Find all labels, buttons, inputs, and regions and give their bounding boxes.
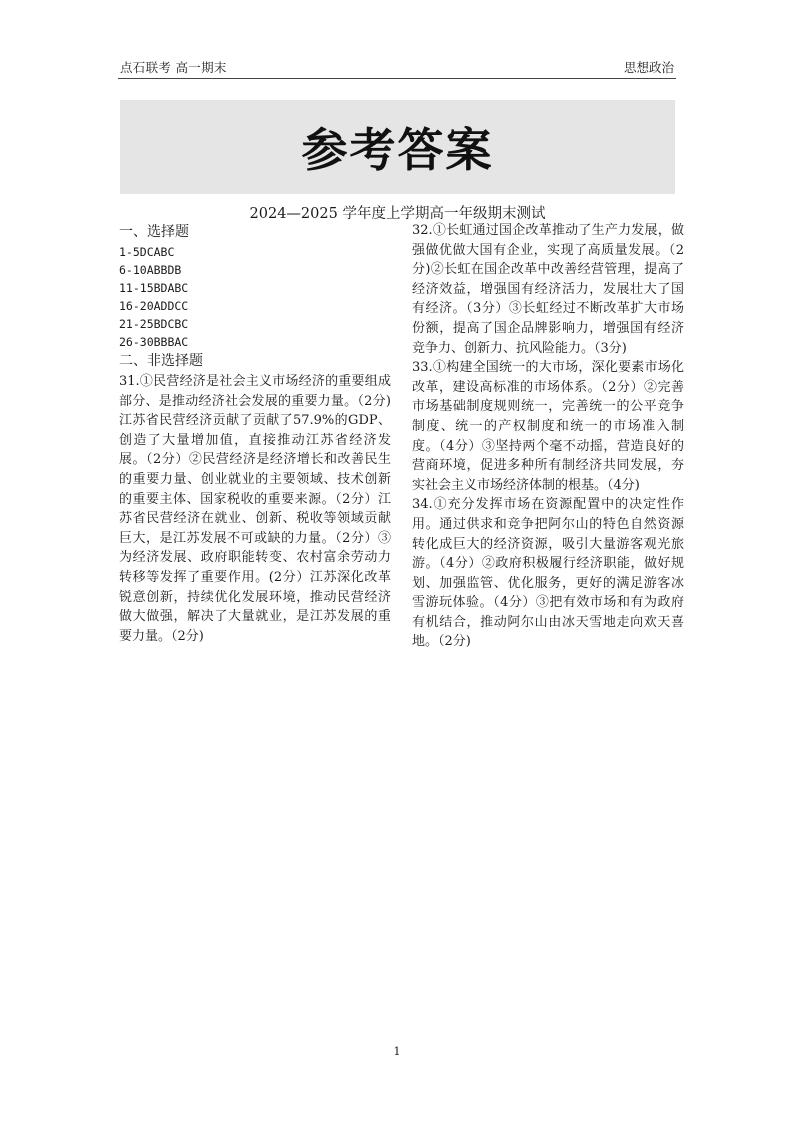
left-column: [119, 222, 391, 646]
exam-title: 2024—2025 学年度上学期高一年级期末测试: [249, 206, 546, 222]
answer-line: 6-10ABBDB: [119, 263, 182, 277]
question-34-answer: 34.①充分发挥市场在资源配置中的决定性作用。通过供求和竞争把阿尔山的特色自然资源转化成巨大的经济资源，吸引大量游客观光旅游。（4分）②政府积极履行经济职能，做好规划、加强监管、优化服务，更好的满足游客冰雪游玩体验。（4分）③把有效市场和有为政府有机结合，推动阿尔山由冰天雪地走向欢天喜地。（2分): [412, 497, 684, 650]
answer-line: 21-25BDCBC: [119, 317, 189, 331]
answer-line: 11-15BDABC: [119, 281, 189, 295]
section-nonchoice-title: 二、非选择题: [119, 353, 203, 369]
section-choice-title: 一、选择题: [119, 224, 189, 240]
header-divider: [118, 78, 676, 79]
question-32-answer: 32.①长虹通过国企改革推动了生产力发展，做强做优做大国有企业，实现了高质量发展。（2分)②长虹在国企改革中改善经营管理，提高了经济效益，增强国有经济活力，发展壮大了国有经济。（3分）③长虹经过不断改革扩大市场份额，提高了国企品牌影响力，增强国有经济竞争力、创新力、抗风险能力。（3分): [412, 223, 684, 356]
question-33-answer: 33.①构建全国统一的大市场，深化要素市场化改革，建设高标准的市场体系。（2分）②完善市场基础制度规则统一，完善统一的公平竞争制度、统一的产权制度和统一的市场准入制度。（4分）③坚持两个毫不动摇，营造良好的营商环境，促进多种所有制经济共同发展，夯实社会主义市场经济体制的根基。（4分): [412, 360, 684, 493]
title-banner: [120, 100, 675, 194]
header-left-text: 点石联考 高一期末: [120, 60, 227, 75]
answer-line: 26-30BBBAC: [119, 335, 189, 349]
answer-line: 1-5DCABC: [119, 245, 175, 259]
right-column: [412, 221, 684, 652]
banner-title: 参考答案: [301, 123, 494, 177]
answer-line: 16-20ADDCC: [119, 299, 189, 313]
page-number: 1: [393, 1045, 401, 1058]
question-31-answer: 31.①民营经济是社会主义市场经济的重要组成部分、是推动经济社会发展的重要力量。（2分)江苏省民营经济贡献了贡献了57.9%的GDP、创造了大量增加值，直接推动江苏省经济发展。（2分）②民营经济是经济增长和改善民生的重要力量、创业就业的主要领域、技术创新的重要主体、国家税收的重要来源。（2分）江苏省民营经济在就业、创新、税收等领域贡献巨大，是江苏发展不可或缺的力量。（2分）③为经济发展、政府职能转变、农村富余劳动力转移等发挥了重要作用。(2分）江苏深化改革锐意创新，持续优化发展环境，推动民营经济做大做强，解决了大量就业，是江苏发展的重要力量。（2分): [119, 374, 391, 644]
header-subject-text: 思想政治: [623, 60, 674, 75]
